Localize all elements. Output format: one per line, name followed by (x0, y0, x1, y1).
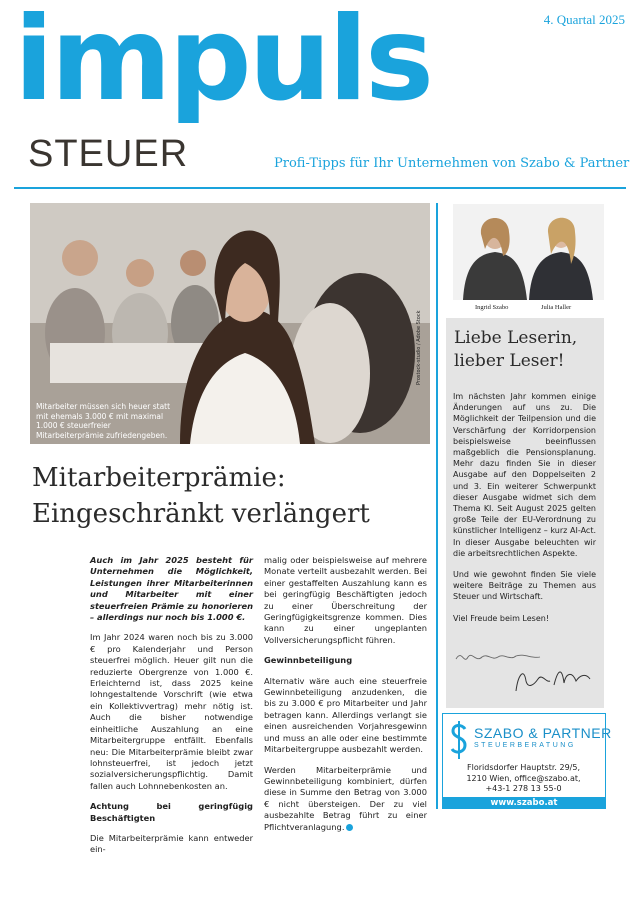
masthead-title: impuls (14, 0, 432, 127)
article-paragraph-text: Werden Mitarbeiterprämie und Gewinnbeteiligung kombiniert, dürfen diese in Summe den Betrag von 3.000 € nicht übersteigen. Der zu viel ausbezahlte Betrag führt zu einer Pflichtveranlagung. (264, 764, 427, 832)
phone-number: +43-1 278 13 55-0 (485, 784, 562, 793)
company-name: SZABO & PARTNER (474, 725, 612, 741)
header-divider (14, 187, 626, 189)
company-address (456, 763, 591, 795)
article-subhead: Achtung bei geringfügig Beschäftigten (90, 801, 253, 823)
editorial-title: Liebe Leserin, lieber Leser! (454, 328, 578, 371)
article-headline (32, 460, 432, 532)
end-mark-icon (346, 824, 353, 831)
company-logo-icon (450, 721, 468, 759)
article-paragraph-last (264, 765, 427, 833)
tagline: Profi-Tipps für Ihr Unternehmen von Szabo & Partner (274, 156, 630, 171)
article-column-right (264, 555, 427, 842)
company-subtitle: STEUERBERATUNG (474, 742, 576, 749)
editorial-paragraph: Viel Freude beim Lesen! (453, 613, 550, 623)
address-line: 1210 Wien, office@szabo.at, (466, 773, 581, 783)
partners-photo (453, 204, 604, 300)
column-divider (436, 203, 438, 809)
article-column-left (90, 555, 253, 865)
article-subhead: Gewinnbeteiligung (264, 655, 353, 666)
editorial-text (453, 391, 596, 634)
article-paragraph: Im Jahr 2024 waren noch bis zu 3.000 € pro Kalenderjahr und Person steuerfrei möglich. Heuer gilt nun die reduzierte Obergrenze von 1.000 €. Erleichternd ist, dass 2025 keine lohngestaltende Vorschrift (wie etwa ein Kollektivvertrag) mehr nötig ist. Auch die bisher notwendige einheitliche Auszahlung an eine Mitarbeitergruppe entfällt. Ebenfalls neu: Die Mitarbeiterprämie bleibt zwar lohnsteuerfrei, ist jedoch jetzt sozialversicherungspflichtig. Damit fallen auch Lohnnebenkosten an. (90, 632, 253, 791)
partners-portrait (453, 204, 604, 300)
hero-caption: Mitarbeiter müssen sich heuer statt mit ehemals 3.000 € mit maximal 1.000 € steuerfreier Mitarbeiterprämie zufriedengeben. (36, 402, 171, 440)
article-paragraph: malig oder beispielsweise auf mehrere Monate verteilt ausbezahlt werden. Bei einer gestaffelten Auszahlung kann es bei geringfügig Beschäftigten jedoch zu einer Überschreitung der Geringfügigkeitsgrenze kommen. Dies kann zu einer ungeplanten Vollversicherungspflicht führen. (264, 555, 427, 645)
article-paragraph: Alternativ wäre auch eine steuerfreie Gewinnbeteiligung anzudenken, die bis zu 3.000 € pro Mitarbeiter und Jahr betragen kann. Allerdings verlangt sie einen ausreichenden Vorjahresgewinn und muss an alle oder eine bestimmte Mitarbeitergruppe ausbezahlt werden. (264, 675, 427, 755)
issue-label: 4. Quartal 2025 (543, 12, 625, 27)
editorial-paragraph: Im nächsten Jahr kommen einige Änderungen auf uns zu. Die Möglichkeit der Teilpension und die Verschärfung der Korridorpension beispielsweise beeinflussen maßgeblich die Pensionsplanung. Mehr dazu finden Sie in dieser Ausgabe auf den Doppelseiten 2 und 3. Ein weiterer Schwerpunkt dieser Ausgabe widmet sich dem Thema KI. Seit August 2025 gelten große Teile der EU-Verordnung zu künstlicher Intelligenz – kurz AI-Act. In dieser Ausgabe beleuchten wir die arbeitsrechtlichen Aspekte. (453, 392, 596, 558)
photo-credit: Prostock-studio / Adobe Stock (416, 310, 422, 385)
website-link[interactable]: www.szabo.at (443, 797, 605, 809)
headline-line-1: Mitarbeiterprämie: (32, 463, 286, 493)
partner-name: Ingrid Szabo (475, 304, 509, 311)
partner-name: Julia Haller (541, 304, 572, 311)
editorial-paragraph: Und wie gewohnt finden Sie viele weitere Beiträge zu Themen aus Steuer und Wirtschaft. (453, 570, 596, 602)
masthead-subtitle: STEUER (28, 133, 189, 175)
address-line: Floridsdorfer Hauptstr. 29/5, (467, 763, 580, 772)
signatures (454, 645, 594, 697)
article-paragraph: Die Mitarbeiterprämie kann entweder ein- (90, 832, 253, 855)
headline-line-2: Eingeschränkt verlängert (32, 499, 370, 529)
article-lead: Auch im Jahr 2025 besteht für Unternehmen die Möglichkeit, Leistungen ihrer Mitarbeiterinnen und Mitarbeiter mit einer steuerfreien Prämie zu honorieren – allerdings nur noch bis 1.000 €. (90, 555, 253, 623)
